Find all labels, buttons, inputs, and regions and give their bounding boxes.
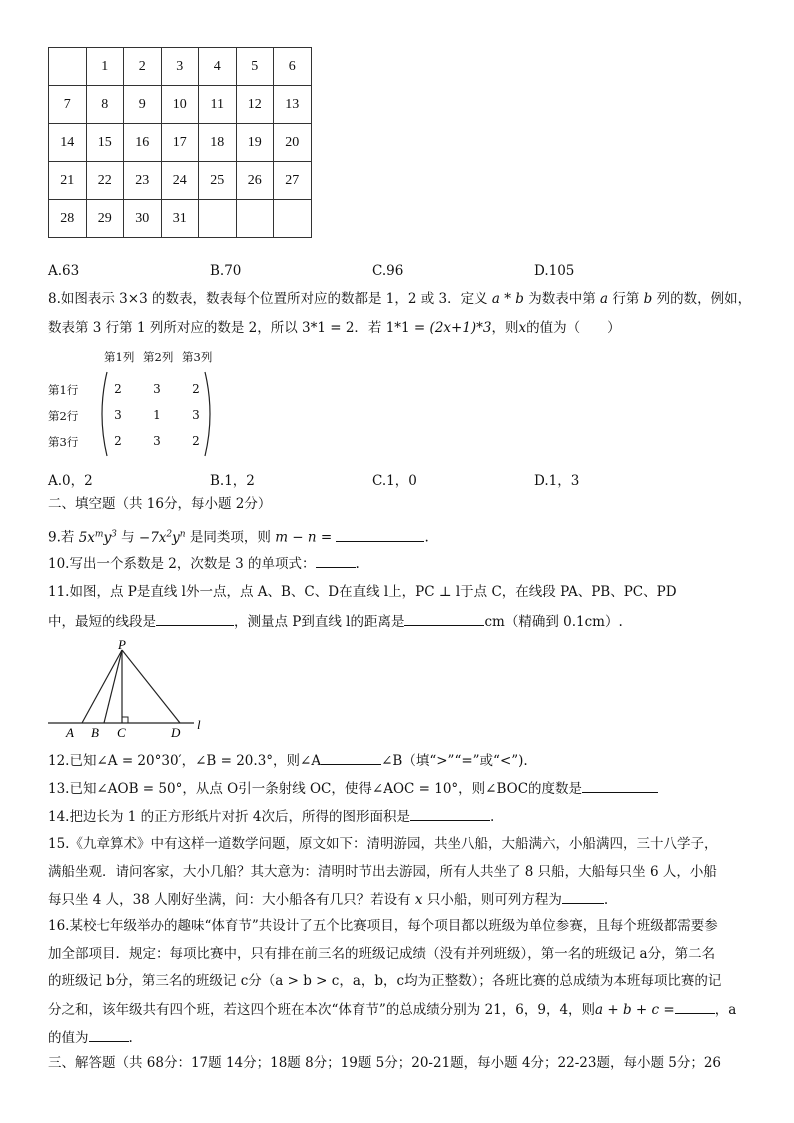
q7-option-d: D.105 <box>534 263 575 279</box>
calendar-cell: 7 <box>49 86 87 124</box>
calendar-table <box>48 47 312 238</box>
q16-blank-a[interactable] <box>89 1027 129 1042</box>
matrix-cell: 1 <box>153 408 161 422</box>
q16-blank-sum[interactable] <box>675 999 715 1014</box>
calendar-cell: 6 <box>274 48 312 86</box>
q16-line4: 分之和，该年级共有四个班，若这四个班在本次“体育节”的总成绩分别为 21，6，9，4，则a + b + c = ，a <box>48 999 736 1020</box>
matrix-cell: 3 <box>192 408 200 422</box>
calendar-cell: 20 <box>274 124 312 162</box>
section-2-heading: 二、填空题（共 16分，每小题 2分） <box>48 496 272 512</box>
q15-line3: 每只坐 4 人，38 人刚好坐满，问：大小船各有几只？若设有 x 只小船，则可列方程为 . <box>48 889 608 910</box>
q14: 14.把边长为 1 的正方形纸片对折 4次后，所得的图形面积是 . <box>48 806 494 827</box>
q9-answer-blank[interactable] <box>336 527 424 542</box>
calendar-cell: 31 <box>161 200 199 238</box>
calendar-cell: 22 <box>86 162 124 200</box>
matrix-col-header: 第1列 <box>104 350 135 364</box>
matrix-cell: 2 <box>114 382 122 396</box>
q10: 10.写出一个系数是 2，次数是 3 的单项式： . <box>48 553 360 574</box>
calendar-cell: 28 <box>49 200 87 238</box>
label-d: D <box>171 725 181 740</box>
matrix-cell: 2 <box>192 382 200 396</box>
q15-line2: 满船坐观．请问客家，大小几船？其大意为：清明时节出去游园，所有人共坐了 8 只船，大船每只坐 6 人，小船 <box>48 864 717 880</box>
q12-answer-blank[interactable] <box>321 750 381 765</box>
matrix-cell: 2 <box>192 434 200 448</box>
q8-line1: 8.如图表示 3×3 的数表，数表每个位置所对应的数都是 1，2 或 3．定义 a * b 为数表中第 a 行第 b 列的数，例如， <box>48 291 752 307</box>
label-b: B <box>91 725 99 740</box>
q11-line2: 中，最短的线段是 ，测量点 P到直线 l的距离是 cm（精确到 0.1cm）. <box>48 611 623 632</box>
calendar-cell: 10 <box>161 86 199 124</box>
calendar-cell: 8 <box>86 86 124 124</box>
matrix-cell: 3 <box>114 408 122 422</box>
matrix-col-header: 第2列 <box>143 350 174 364</box>
q15-line1: 15.《九章算术》中有这样一道数学问题，原文如下：清明游园，共坐八船，大船满六，小船满四，三十八学子， <box>48 836 718 852</box>
calendar-cell: 25 <box>199 162 237 200</box>
calendar-cell: 9 <box>124 86 162 124</box>
label-l: l <box>197 717 201 732</box>
calendar-row <box>49 48 312 86</box>
calendar-row <box>49 86 312 124</box>
q7-option-c: C.96 <box>372 263 404 279</box>
calendar-cell: 27 <box>274 162 312 200</box>
matrix-cell: 3 <box>153 434 161 448</box>
matrix-row-header: 第3行 <box>48 435 79 449</box>
calendar-cell: 13 <box>274 86 312 124</box>
q16-line5: 的值为 . <box>48 1027 133 1048</box>
label-p: P <box>118 638 126 652</box>
calendar-cell: 15 <box>86 124 124 162</box>
calendar-cell: 23 <box>124 162 162 200</box>
q14-answer-blank[interactable] <box>410 806 490 821</box>
q8-option-b: B.1，2 <box>210 473 255 489</box>
q7-option-a: A.63 <box>48 263 80 279</box>
geometry-figure <box>44 638 214 740</box>
q13-answer-blank[interactable] <box>582 778 658 793</box>
q12: 12.已知∠A = 20°30′，∠B = 20.3°，则∠A ∠B（填“>”“=”或“<”). <box>48 750 528 771</box>
calendar-cell <box>199 200 237 238</box>
calendar-row <box>49 200 312 238</box>
calendar-cell: 18 <box>199 124 237 162</box>
q8-line2: 数表第 3 行第 1 列所对应的数是 2，所以 3*1 = 2．若 1*1 = (2x+1)*3，则x的值为（ ） <box>48 320 621 336</box>
section-3-heading: 三、解答题（共 68分：17题 14分；18题 8分；19题 5分；20-21题，每小题 4分；22-23题，每小题 5分；26 <box>48 1055 722 1071</box>
calendar-cell: 11 <box>199 86 237 124</box>
q8-option-d: D.1，3 <box>534 473 580 489</box>
calendar-cell <box>49 48 87 86</box>
matrix-row-header: 第1行 <box>48 383 79 397</box>
q7-option-b: B.70 <box>210 263 242 279</box>
calendar-cell: 24 <box>161 162 199 200</box>
q8-option-c: C.1，0 <box>372 473 417 489</box>
label-c: C <box>117 725 126 740</box>
label-a: A <box>66 725 74 740</box>
calendar-cell: 12 <box>236 86 274 124</box>
q9: 9.若 $5x^my^3$ 与 $-7x^2y^n$ 是同类项，则 m − n = . <box>48 524 429 548</box>
calendar-cell: 16 <box>124 124 162 162</box>
calendar-cell: 3 <box>161 48 199 86</box>
calendar-cell: 21 <box>49 162 87 200</box>
q15-answer-blank[interactable] <box>562 889 604 904</box>
matrix-col-header: 第3列 <box>182 350 213 364</box>
q10-answer-blank[interactable] <box>316 553 356 568</box>
calendar-cell <box>274 200 312 238</box>
calendar-cell: 4 <box>199 48 237 86</box>
calendar-cell: 30 <box>124 200 162 238</box>
q11-blank-shortest[interactable] <box>156 611 234 626</box>
q8-option-a: A.0，2 <box>48 473 93 489</box>
q16-line3: 的班级记 b分，第三名的班级记 c分（a > b > c，a，b，c均为正整数）；各班比赛的总成绩为本班每项比赛的记 <box>48 973 722 989</box>
calendar-cell: 19 <box>236 124 274 162</box>
matrix-cell: 3 <box>153 382 161 396</box>
calendar-cell: 5 <box>236 48 274 86</box>
q13: 13.已知∠AOB = 50°，从点 O引一条射线 OC，使得∠AOC = 10°，则∠BOC的度数是 <box>48 778 658 799</box>
matrix-cell: 2 <box>114 434 122 448</box>
q11-line1: 11.如图，点 P是直线 l外一点，点 A、B、C、D在直线 l上，PC ⊥ l于点 C，在线段 PA、PB、PC、PD <box>48 584 677 600</box>
calendar-cell: 14 <box>49 124 87 162</box>
q11-blank-distance[interactable] <box>404 611 484 626</box>
q16-line1: 16.某校七年级举办的趣味“体育节”共设计了五个比赛项目，每个项目都以班级为单位参赛，且每个班级都需要参 <box>48 918 718 934</box>
calendar-row <box>49 124 312 162</box>
calendar-cell: 1 <box>86 48 124 86</box>
q16-line2: 加全部项目．规定：每项比赛中，只有排在前三名的班级记成绩（没有并列班级），第一名的班级记 a分，第二名 <box>48 946 716 962</box>
calendar-row <box>49 162 312 200</box>
calendar-cell <box>236 200 274 238</box>
calendar-cell: 2 <box>124 48 162 86</box>
matrix-row-header: 第2行 <box>48 409 79 423</box>
calendar-cell: 17 <box>161 124 199 162</box>
calendar-cell: 29 <box>86 200 124 238</box>
calendar-cell: 26 <box>236 162 274 200</box>
